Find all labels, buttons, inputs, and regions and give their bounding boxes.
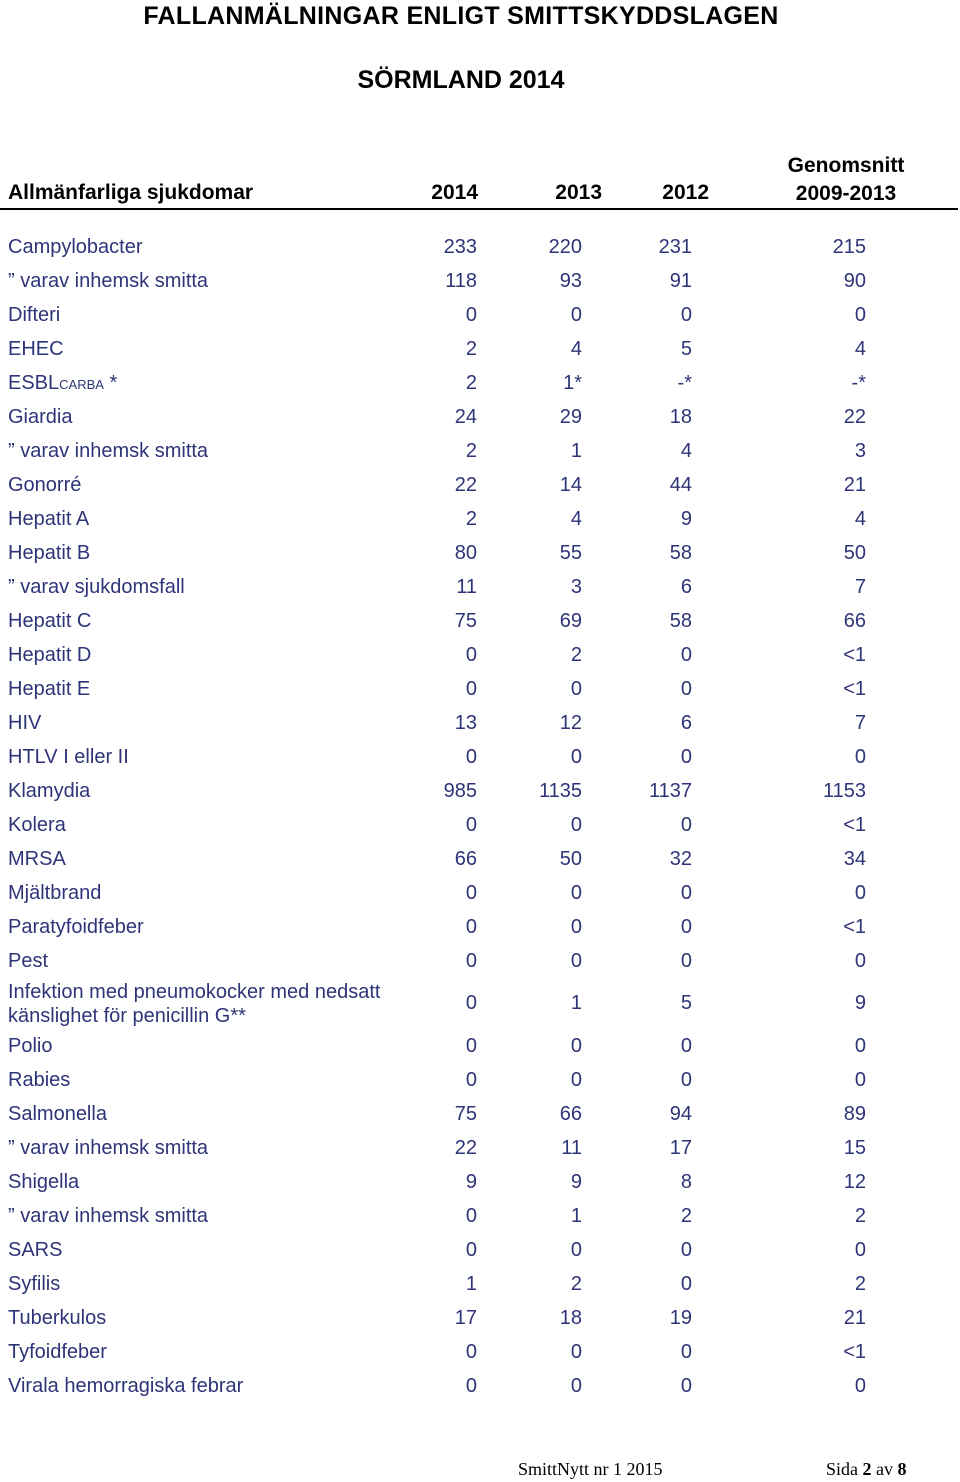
- row-label: [8, 1137, 208, 1160]
- cell-average: 34: [843, 848, 866, 870]
- row-label-text: Salmonella: [8, 1103, 107, 1125]
- cell-2013: 0: [570, 814, 582, 836]
- row-label-text: ” varav inhemsk smitta: [8, 440, 209, 462]
- row-label-text: Pest: [8, 950, 49, 972]
- cell-2014: 24: [454, 406, 477, 428]
- row-label-text: Kolera: [8, 814, 66, 836]
- row-label: [8, 406, 72, 429]
- cell-average: 89: [843, 1103, 866, 1125]
- row-label-text: SARS: [8, 1239, 63, 1261]
- cell-2013: 4: [570, 508, 582, 530]
- cell-2013: 66: [559, 1103, 582, 1125]
- row-label: [8, 916, 144, 939]
- cell-2014: 66: [454, 848, 477, 870]
- table-row: [0, 1371, 960, 1405]
- cell-2014: 2: [465, 372, 477, 394]
- cell-2014: 13: [454, 712, 477, 734]
- cell-2014: 985: [443, 780, 477, 802]
- row-label: [8, 1171, 79, 1194]
- row-label: [8, 508, 89, 531]
- table-row: [0, 402, 960, 436]
- row-label-text: ” varav sjukdomsfall: [8, 576, 185, 598]
- cell-2014: 118: [445, 270, 477, 292]
- cell-2012: 5: [680, 338, 692, 360]
- cell-average: 9: [854, 992, 866, 1014]
- row-label: [8, 980, 388, 1028]
- table-row: [0, 1133, 960, 1167]
- cell-average: 22: [843, 406, 866, 428]
- cell-2013: 1*: [563, 372, 582, 394]
- row-label-text: Tuberkulos: [8, 1307, 107, 1329]
- table-row: [0, 776, 960, 810]
- row-label-text: Mjältbrand: [8, 882, 102, 904]
- cell-2013: 50: [559, 848, 582, 870]
- column-header-disease: Allmänfarliga sjukdomar: [8, 181, 254, 204]
- footer-page-of: av: [876, 1459, 894, 1479]
- table-row: [0, 742, 960, 776]
- cell-2012: 0: [680, 1069, 692, 1091]
- cell-2013: 0: [570, 950, 582, 972]
- table-row: [0, 946, 960, 980]
- cell-2013: 1: [570, 1205, 582, 1227]
- column-header-average-line2: 2009-2013: [795, 182, 897, 205]
- cell-2012: 0: [680, 950, 692, 972]
- row-label-text: ” varav inhemsk smitta: [8, 1205, 209, 1227]
- row-label-text: Hepatit C: [8, 610, 92, 632]
- cell-average: 0: [854, 882, 866, 904]
- cell-2013: 0: [570, 882, 582, 904]
- cell-average: 90: [843, 270, 866, 292]
- row-label: [8, 474, 81, 497]
- cell-2013: 220: [548, 236, 582, 258]
- row-label: [8, 576, 185, 599]
- cell-2012: 0: [680, 1375, 692, 1397]
- column-header-2013: 2013: [555, 181, 602, 204]
- cell-2013: 0: [570, 1069, 582, 1091]
- cell-2012: 19: [669, 1307, 692, 1329]
- cell-2012: 0: [680, 1341, 692, 1363]
- cell-2014: 2: [465, 440, 477, 462]
- table-row: [0, 1337, 960, 1371]
- cell-2012: 0: [680, 1035, 692, 1057]
- cell-average: 2: [854, 1273, 866, 1295]
- row-label-text: Hepatit B: [8, 542, 91, 564]
- cell-average: <1: [843, 916, 866, 938]
- table-row: [0, 1031, 960, 1065]
- cell-2012: 9: [680, 508, 692, 530]
- cell-2014: 17: [454, 1307, 477, 1329]
- cell-2013: 0: [570, 1375, 582, 1397]
- table-row: [0, 1235, 960, 1269]
- cell-2012: 58: [669, 610, 692, 632]
- cell-average: -*: [851, 372, 866, 394]
- footer-publication: SmittNytt nr 1 2015: [518, 1459, 663, 1479]
- cell-2013: 29: [559, 406, 582, 428]
- table-row: [0, 708, 960, 742]
- cell-2013: 11: [561, 1137, 582, 1159]
- row-label: [8, 780, 90, 803]
- row-label: [8, 542, 90, 565]
- table-row: [0, 1269, 960, 1303]
- table-row: [0, 1167, 960, 1201]
- cell-2014: 0: [465, 950, 477, 972]
- row-label-text: ” varav inhemsk smitta: [8, 270, 209, 292]
- row-label: [8, 950, 48, 973]
- row-label: [8, 610, 91, 633]
- cell-2012: 5: [680, 992, 692, 1014]
- cell-2013: 0: [570, 678, 582, 700]
- table-row: [0, 674, 960, 708]
- cell-2012: 0: [680, 678, 692, 700]
- cell-2013: 1: [570, 440, 582, 462]
- cell-2014: 22: [454, 1137, 477, 1159]
- cell-2012: 32: [669, 848, 692, 870]
- table-row: [0, 980, 960, 1031]
- row-label: [8, 1069, 70, 1092]
- row-label-text: Campylobacter: [8, 236, 143, 258]
- row-label-text: Tyfoidfeber: [8, 1341, 107, 1363]
- row-label-text: Hepatit E: [8, 678, 91, 700]
- footer-page-number: [826, 1459, 907, 1480]
- cell-average: 21: [843, 1307, 866, 1329]
- cell-2013: 4: [570, 338, 582, 360]
- row-label: [8, 236, 143, 259]
- cell-average: 0: [854, 304, 866, 326]
- row-label-text: EHEC: [8, 338, 64, 360]
- cell-2014: 0: [465, 814, 477, 836]
- cell-average: 1153: [822, 780, 866, 802]
- row-label-text: HTLV I eller II: [8, 746, 129, 768]
- cell-average: <1: [843, 644, 866, 666]
- cell-2012: 0: [680, 304, 692, 326]
- table-row: [0, 844, 960, 878]
- cell-2013: 0: [570, 1239, 582, 1261]
- cell-2014: 1: [465, 1273, 477, 1295]
- cell-2012: 18: [669, 406, 692, 428]
- cell-average: 0: [854, 1069, 866, 1091]
- cell-2014: 0: [465, 1341, 477, 1363]
- cell-average: 2: [854, 1205, 866, 1227]
- table-row: [0, 436, 960, 470]
- row-label-text: Polio: [8, 1035, 53, 1057]
- cell-2014: 0: [465, 992, 477, 1014]
- row-label: [8, 746, 129, 769]
- footer-page-current: 2: [862, 1459, 872, 1479]
- cell-2014: 2: [465, 508, 477, 530]
- cell-2013: 0: [570, 304, 582, 326]
- cell-average: 7: [854, 712, 866, 734]
- table-row: [0, 810, 960, 844]
- row-label-text: Paratyfoidfeber: [8, 916, 144, 938]
- row-label-text: HIV: [8, 712, 42, 734]
- cell-2013: 3: [570, 576, 582, 598]
- column-header-2014: 2014: [431, 181, 478, 204]
- row-label: [8, 814, 66, 837]
- cell-2012: 4: [680, 440, 692, 462]
- cell-2014: 0: [465, 678, 477, 700]
- cell-2012: 6: [680, 576, 692, 598]
- row-label-text: Gonorré: [8, 474, 82, 496]
- footer-page-prefix: Sida: [826, 1459, 859, 1479]
- cell-2012: 0: [680, 1239, 692, 1261]
- row-label: [8, 1205, 208, 1228]
- row-label: [8, 1239, 62, 1262]
- cell-average: 4: [854, 508, 866, 530]
- cell-average: <1: [843, 678, 866, 700]
- table-row: [0, 640, 960, 674]
- cell-2012: -*: [677, 372, 692, 394]
- cell-2014: 0: [465, 1069, 477, 1091]
- row-label: [8, 712, 41, 735]
- cell-average: <1: [843, 814, 866, 836]
- cell-2014: 2: [465, 338, 477, 360]
- table-row: [0, 232, 960, 266]
- cell-2012: 0: [680, 916, 692, 938]
- cell-2012: 17: [669, 1137, 692, 1159]
- cell-2012: 0: [680, 746, 692, 768]
- table-row: [0, 1065, 960, 1099]
- cell-average: 15: [843, 1137, 866, 1159]
- row-label-suffix: *: [103, 372, 118, 394]
- cell-average: <1: [843, 1341, 866, 1363]
- column-header-average-line1: Genomsnitt: [787, 154, 905, 177]
- cell-2014: 0: [465, 304, 477, 326]
- cell-2012: 58: [669, 542, 692, 564]
- cell-average: 7: [854, 576, 866, 598]
- row-label: [8, 1103, 107, 1126]
- row-label: [8, 678, 90, 701]
- cell-average: 50: [843, 542, 866, 564]
- cell-2014: 0: [465, 1205, 477, 1227]
- row-label: [8, 848, 66, 871]
- cell-2013: 0: [570, 1341, 582, 1363]
- cell-average: 0: [854, 1035, 866, 1057]
- cell-2012: 94: [669, 1103, 692, 1125]
- cell-2014: 80: [454, 542, 477, 564]
- row-label-text: Shigella: [8, 1171, 80, 1193]
- cell-average: 0: [854, 1375, 866, 1397]
- row-label: [8, 644, 91, 667]
- disease-table: [0, 232, 960, 1405]
- column-header-average: [760, 152, 932, 208]
- cell-2013: 69: [559, 610, 582, 632]
- table-row: [0, 334, 960, 368]
- row-label: [8, 882, 101, 905]
- cell-2014: 233: [443, 236, 477, 258]
- cell-2013: 12: [559, 712, 582, 734]
- cell-2013: 0: [570, 1035, 582, 1057]
- cell-2012: 0: [680, 1273, 692, 1295]
- table-row: [0, 572, 960, 606]
- row-label: [8, 1375, 243, 1398]
- cell-average: 3: [854, 440, 866, 462]
- row-label-subscript: CARBA: [59, 377, 104, 392]
- row-label: [8, 338, 64, 361]
- cell-2014: 0: [465, 1375, 477, 1397]
- cell-2014: 75: [454, 1103, 477, 1125]
- cell-2013: 93: [559, 270, 582, 292]
- cell-2014: 0: [465, 644, 477, 666]
- row-label-text: Hepatit D: [8, 644, 92, 666]
- cell-average: 4: [854, 338, 866, 360]
- cell-2012: 91: [669, 270, 692, 292]
- cell-2012: 2: [680, 1205, 692, 1227]
- row-label-text: Virala hemorragiska febrar: [8, 1375, 244, 1397]
- cell-2012: 0: [680, 644, 692, 666]
- row-label: [8, 1341, 107, 1364]
- row-label-text: Syfilis: [8, 1273, 61, 1295]
- cell-2012: 8: [680, 1171, 692, 1193]
- row-label: [8, 1273, 60, 1296]
- document-subtitle: SÖRMLAND 2014: [357, 66, 565, 94]
- cell-average: 215: [832, 236, 866, 258]
- cell-2012: 6: [680, 712, 692, 734]
- table-row: [0, 504, 960, 538]
- row-label-text: Rabies: [8, 1069, 71, 1091]
- cell-2013: 2: [570, 1273, 582, 1295]
- cell-2013: 0: [570, 746, 582, 768]
- row-label-text: MRSA: [8, 848, 66, 870]
- cell-2013: 1135: [538, 780, 582, 802]
- cell-2012: 0: [680, 882, 692, 904]
- cell-2013: 0: [570, 916, 582, 938]
- cell-2014: 0: [465, 1239, 477, 1261]
- table-row: [0, 1303, 960, 1337]
- cell-2014: 0: [465, 746, 477, 768]
- table-row: [0, 606, 960, 640]
- row-label: [8, 304, 60, 327]
- document-title: FALLANMÄLNINGAR ENLIGT SMITTSKYDDSLAGEN: [143, 2, 779, 30]
- cell-2013: 1: [570, 992, 582, 1014]
- row-label-text: Giardia: [8, 406, 73, 428]
- header-divider: [0, 208, 958, 210]
- row-label: [8, 1307, 106, 1330]
- cell-2014: 0: [465, 1035, 477, 1057]
- table-row: [0, 912, 960, 946]
- cell-average: 0: [854, 950, 866, 972]
- cell-2014: 9: [465, 1171, 477, 1193]
- table-row: [0, 368, 960, 402]
- cell-average: 66: [843, 610, 866, 632]
- row-label-text: ” varav inhemsk smitta: [8, 1137, 209, 1159]
- row-label-text: Hepatit A: [8, 508, 90, 530]
- cell-average: 21: [843, 474, 866, 496]
- table-row: [0, 878, 960, 912]
- cell-average: 0: [854, 746, 866, 768]
- cell-2014: 11: [456, 576, 477, 598]
- cell-2014: 0: [465, 916, 477, 938]
- cell-2014: 22: [454, 474, 477, 496]
- cell-2012: 231: [658, 236, 692, 258]
- row-label-text: Difteri: [8, 304, 61, 326]
- table-row: [0, 1201, 960, 1235]
- row-label: [8, 270, 208, 293]
- cell-2012: 1137: [648, 780, 692, 802]
- footer-page-total: 8: [897, 1459, 907, 1479]
- cell-2013: 55: [559, 542, 582, 564]
- cell-2014: 0: [465, 882, 477, 904]
- cell-2013: 2: [570, 644, 582, 666]
- cell-2013: 14: [559, 474, 582, 496]
- cell-average: 12: [843, 1171, 866, 1193]
- cell-2014: 75: [454, 610, 477, 632]
- row-label: [8, 440, 208, 463]
- table-row: [0, 470, 960, 504]
- row-label-text: ESBL: [8, 372, 60, 394]
- row-label-text: Klamydia: [8, 780, 91, 802]
- row-label: [8, 1035, 52, 1058]
- row-label-text: Infektion med pneumokocker med nedsatt känslighet för penicillin G**: [8, 981, 381, 1027]
- cell-2012: 44: [669, 474, 692, 496]
- table-row: [0, 538, 960, 572]
- table-row: [0, 1099, 960, 1133]
- cell-average: 0: [854, 1239, 866, 1261]
- row-label: [8, 372, 117, 395]
- column-header-2012: 2012: [662, 181, 709, 204]
- cell-2013: 18: [559, 1307, 582, 1329]
- cell-2013: 9: [570, 1171, 582, 1193]
- table-row: [0, 300, 960, 334]
- cell-2012: 0: [680, 814, 692, 836]
- table-row: [0, 266, 960, 300]
